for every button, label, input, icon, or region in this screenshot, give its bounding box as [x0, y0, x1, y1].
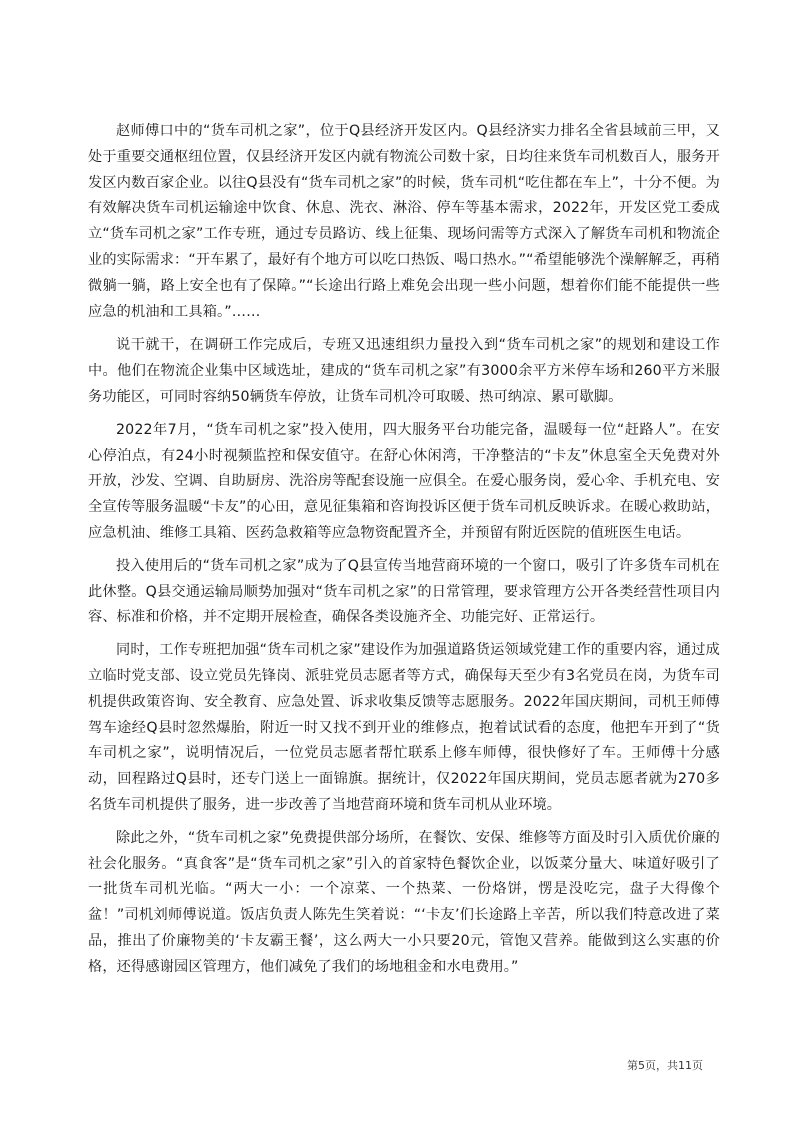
paragraph: 2022年7月，“货车司机之家”投入使用，四大服务平台功能完备，温暖每一位“赶路人”。在安心停泊点，有24小时视频监控和保安值守。在舒心休闲湾，干净整洁的“卡友”休息室全天免费对外开放，沙发、空调、自助厨房、洗浴房等配套设施一应俱全。在爱心服务岗，爱心伞、手机充电、安全宣传等服务温暖“卡友”的心田，意见征集箱和咨询投诉区便于货车司机反映诉求。在暖心救助站，应急机油、维修工具箱、医药急救箱等应急物资配置齐全，并预留有附近医院的值班医生电话。 [88, 421, 720, 541]
paragraph: 说干就干，在调研工作完成后，专班又迅速组织力量投入到“货车司机之家”的规划和建设工作中。他们在物流企业集中区域选址，建成的“货车司机之家”有3000余平方米停车场和260平方米服务功能区，可同时容纳50辆货车停放，让货车司机冷可取暖、热可纳凉、累可歇脚。 [88, 337, 720, 405]
paragraph: 除此之外，“货车司机之家”免费提供部分场所，在餐饮、安保、维修等方面及时引入质优价廉的社会化服务。“真食客”是“货车司机之家”引入的首家特色餐饮企业，以饭菜分量大、味道好吸引了一批货车司机光临。“两大一小：一个凉菜、一个热菜、一份烙饼，愣是没吃完，盘子大得像个盆！”司机刘师傅说道。饭店负责人陈先生笑着说：“‘卡友’们长途路上辛苦，所以我们特意改进了菜品，推出了价廉物美的‘卡友霸王餐’，这么两大一小只要20元，管饱又营养。能做到这么实惠的价格，还得感谢园区管理方，他们减免了我们的场地租金和水电费用。” [88, 829, 720, 975]
page-number: 第5页，共11页 [627, 1059, 703, 1072]
paragraph: 投入使用后的“货车司机之家”成为了Q县宣传当地营商环境的一个窗口，吸引了许多货车司机在此休整。Q县交通运输局顺势加强对“货车司机之家”的日常管理，要求管理方公开各类经营性项目内容、标准和价格，并不定期开展检查，确保各类设施齐全、功能完好、正常运行。 [88, 557, 720, 626]
paragraph: 赵师傅口中的“货车司机之家”，位于Q县经济开发区内。Q县经济实力排名全省县域前三甲，又处于重要交通枢纽位置，仅县经济开发区内就有物流公司数十家，日均往来货车司机数百人，服务开发区内数百家企业。以往Q县没有“货车司机之家”的时候，货车司机“吃住都在车上”，十分不便。为有效解决货车司机运输途中饮食、休息、洗衣、淋浴、停车等基本需求，2022年，开发区党工委成立“货车司机之家”工作专班，通过专员路访、线上征集、现场问需等方式深入了解货车司机和物流企业的实际需求：“开车累了，最好有个地方可以吃口热饭、喝口热水。”“希望能够洗个澡解解乏，再稍微躺一躺，路上安全也有了保障。”“长途出行路上难免会出现一些小问题，想着你们能不能提供一些应急的机油和工具箱。”…… [88, 123, 720, 320]
article-body [88, 119, 720, 981]
paragraph: 同时，工作专班把加强“货车司机之家”建设作为加强道路货运领域党建工作的重要内容，通过成立临时党支部、设立党员先锋岗、派驻党员志愿者等方式，确保每天至少有3名党员在岗，为货车司机提供政策咨询、安全教育、应急处置、诉求收集反馈等志愿服务。2022年国庆期间，司机王师傅驾车途经Q县时忽然爆胎，附近一时又找不到开业的维修点，抱着试试看的态度，他把车开到了“货车司机之家”，说明情况后，一位党员志愿者帮忙联系上修车师傅，很快修好了车。王师傅十分感动，回程路过Q县时，还专门送上一面锦旗。据统计，仅2022年国庆期间，党员志愿者就为270多名货车司机提供了服务，进一步改善了当地营商环境和货车司机从业环境。 [88, 642, 720, 813]
